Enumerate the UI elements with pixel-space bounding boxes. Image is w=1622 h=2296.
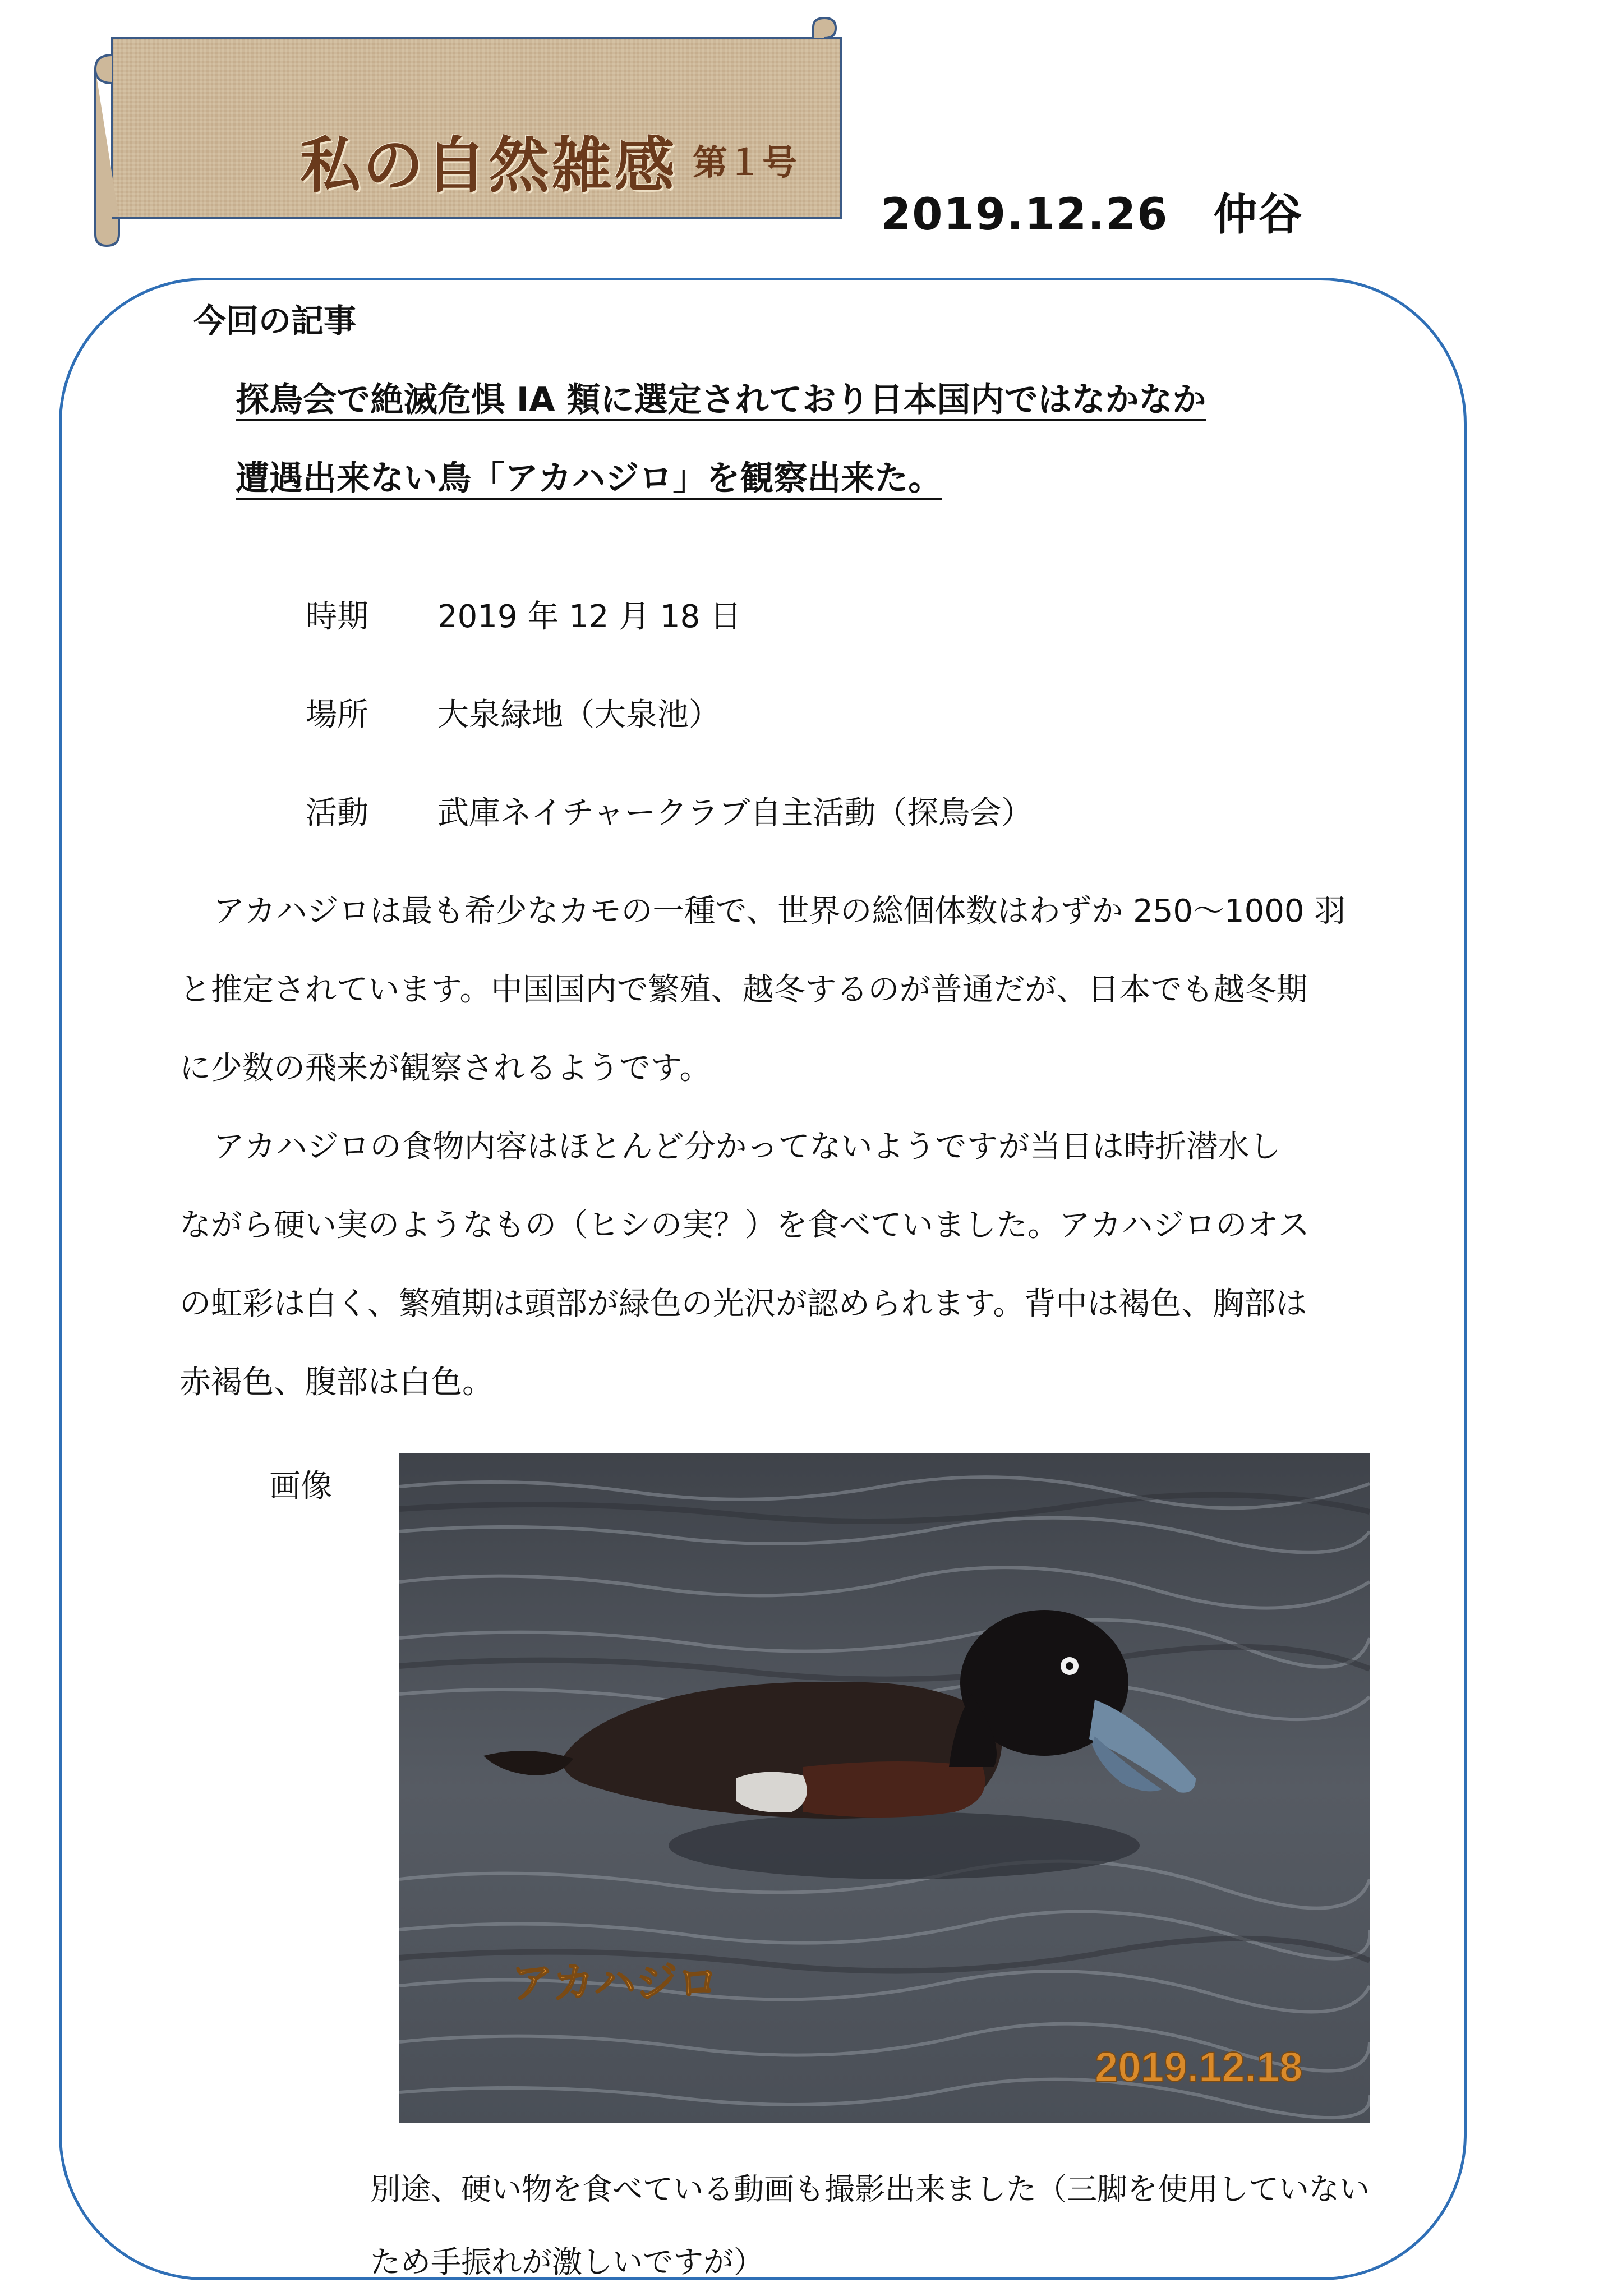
note-line-2: ため手振れが激しいですが） — [370, 2244, 764, 2280]
photo-stamp-date: 2019.12.18 — [1095, 2044, 1303, 2090]
paragraph-1-line-1: アカハジロは最も希少なカモの一種で、世界の総個体数はわずか 250～1000 羽 — [213, 893, 1346, 930]
detail-label-date: 時期 — [306, 599, 368, 635]
section-label: 今回の記事 — [193, 302, 357, 340]
paragraph-1-line-2: と推定されています。中国国内で繁殖、越冬するのが普通だが、日本でも越冬期 — [179, 972, 1308, 1008]
paragraph-2-line-3: の虹彩は白く、繁殖期は頭部が緑色の光沢が認められます。背中は褐色、胸部は — [179, 1286, 1307, 1322]
headline-line-2: 遭遇出来ない鳥「アカハジロ」を観察出来た。 — [236, 459, 942, 498]
photo-stamp-name: アカハジロ — [512, 1959, 719, 2006]
detail-value-place: 大泉緑地（大泉池） — [437, 697, 720, 733]
detail-value-date: 2019 年 12 月 18 日 — [437, 599, 742, 635]
paragraph-2-line-2: ながら硬い実のようなもの（ヒシの実？）を食べていました。アカハジロのオス — [179, 1207, 1310, 1244]
headline-line-1: 探鳥会で絶滅危惧 IA 類に選定されており日本国内ではなかなか — [236, 380, 1206, 420]
baers-pochard-illustration — [399, 1453, 1370, 2123]
duck-photo — [399, 1453, 1370, 2123]
paragraph-2-line-1: アカハジロの食物内容はほとんど分かってないようですが当日は時折潜水し — [213, 1129, 1281, 1165]
paragraph-1-line-3: に少数の飛来が観察されるようです。 — [179, 1050, 711, 1087]
paragraph-2-line-4: 赤褐色、腹部は白色。 — [179, 1364, 494, 1401]
title-banner — [90, 16, 864, 251]
newsletter-title: 私の自然雑感 — [300, 131, 678, 201]
note-line-1: 別途、硬い物を食べている動画も撮影出来ました（三脚を使用していない — [370, 2171, 1370, 2207]
date-author: 2019.12.26 仲谷 — [881, 190, 1303, 240]
detail-label-activity: 活動 — [306, 795, 368, 831]
detail-label-place: 場所 — [306, 697, 368, 733]
detail-value-activity: 武庫ネイチャークラブ自主活動（探鳥会） — [437, 795, 1033, 831]
issue-number: 第１号 — [693, 142, 798, 183]
image-label: 画像 — [269, 1468, 332, 1504]
